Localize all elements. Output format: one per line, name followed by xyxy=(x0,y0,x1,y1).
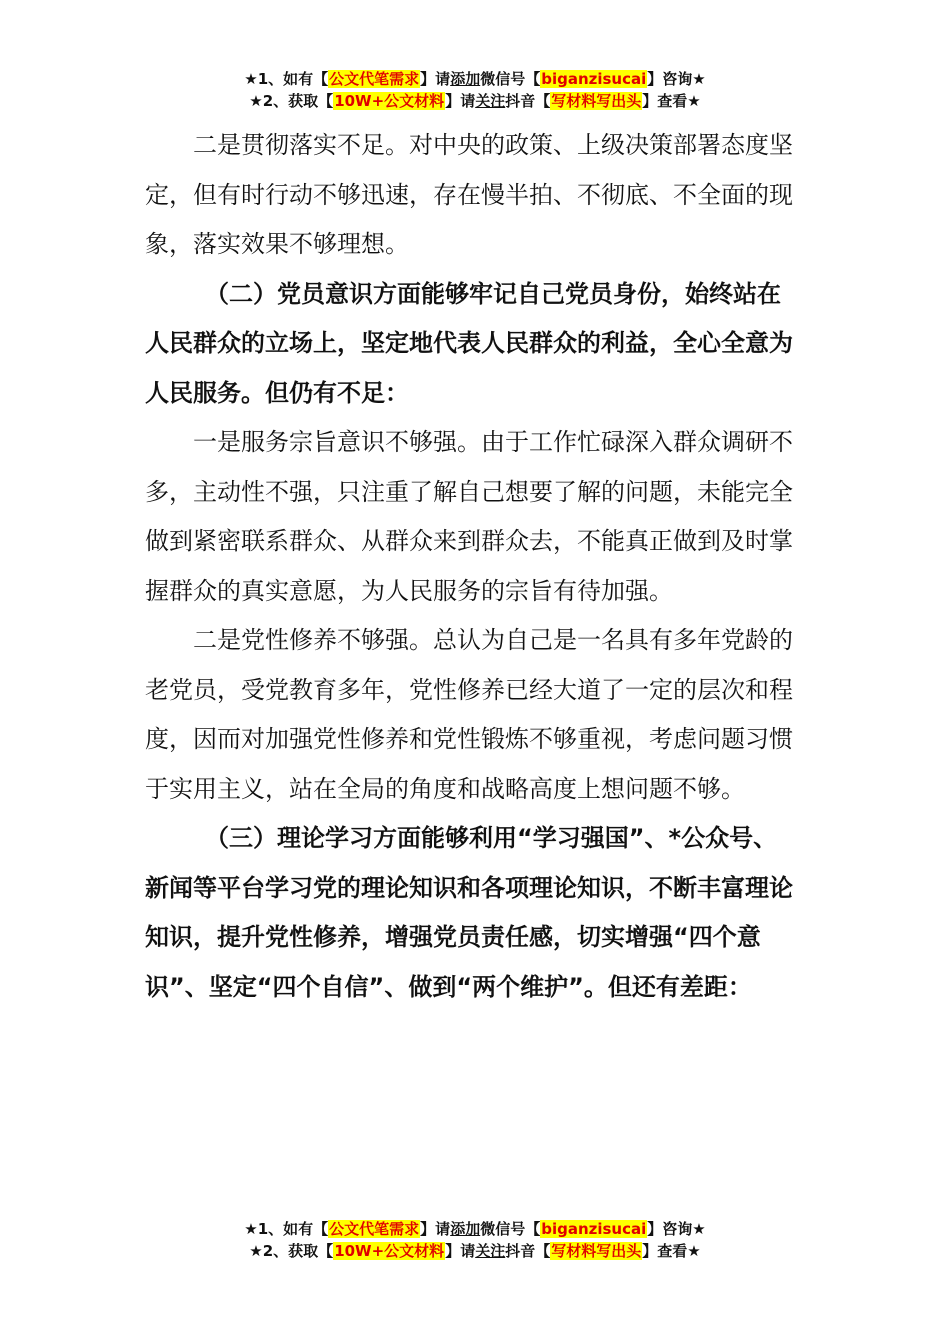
banner-highlight: biganzisucai xyxy=(541,70,647,88)
banner-highlight: 10W+公文材料 xyxy=(334,92,445,110)
paragraph-party-cultivation: 二是党性修养不够强。总认为自己是一名具有多年党龄的老党员，受党教育多年，党性修养已经大道了一定的层次和程度，因而对加强党性修养和党性锻炼不够重视，考虑问题习惯于实用主义，站在全局的角度和战略高度上想问题不够。 xyxy=(145,626,793,803)
paragraph-service-purpose: 一是服务宗旨意识不够强。由于工作忙碌深入群众调研不多，主动性不强，只注重了解自己想要了解的问题，未能完全做到紧密联系群众、从群众来到群众去，不能真正做到及时掌握群众的真实意愿，为人民服务的宗旨有待加强。 xyxy=(145,428,793,605)
banner-underline: 添加 xyxy=(450,1220,481,1238)
banner-text: 抖音【 xyxy=(505,1242,551,1260)
banner-text: 】请 xyxy=(420,70,451,88)
banner-highlight: 10W+公文材料 xyxy=(334,1242,445,1260)
banner-text: ★1、如有【 xyxy=(244,1220,329,1238)
banner-text: 】查看★ xyxy=(642,1242,701,1260)
banner-underline: 关注 xyxy=(475,92,506,110)
banner-highlight: 写材料写出头 xyxy=(551,92,642,110)
banner-text: 】请 xyxy=(445,92,476,110)
header-banner xyxy=(0,68,950,112)
banner-underline: 添加 xyxy=(450,70,481,88)
document-body xyxy=(145,121,795,1012)
banner-line-2 xyxy=(0,1240,950,1262)
heading-party-awareness: （二）党员意识方面能够牢记自己党员身份，始终站在人民群众的立场上，坚定地代表人民群众的利益，全心全意为人民服务。但仍有不足： xyxy=(145,279,793,407)
banner-underline: 关注 xyxy=(475,1242,506,1260)
banner-text: 】请 xyxy=(420,1220,451,1238)
banner-line-1 xyxy=(0,1218,950,1240)
banner-text: ★2、获取【 xyxy=(249,92,334,110)
banner-highlight: 公文代笔需求 xyxy=(329,1220,420,1238)
banner-highlight: biganzisucai xyxy=(541,1220,647,1238)
banner-text: 抖音【 xyxy=(505,92,551,110)
footer-banner xyxy=(0,1218,950,1262)
banner-text: 微信号【 xyxy=(480,1220,541,1238)
banner-text: ★1、如有【 xyxy=(244,70,329,88)
banner-text: 】咨询★ xyxy=(647,1220,706,1238)
banner-line-2 xyxy=(0,90,950,112)
banner-text: ★2、获取【 xyxy=(249,1242,334,1260)
banner-text: 】查看★ xyxy=(642,92,701,110)
heading-theory-study: （三）理论学习方面能够利用“学习强国”、*公众号、新闻等平台学习党的理论知识和各项理论知识，不断丰富理论知识，提升党性修养，增强党员责任感，切实增强“四个意识”、坚定“四个自信”、做到“两个维护”。但还有差距： xyxy=(145,824,793,1001)
paragraph-implementation: 二是贯彻落实不足。对中央的政策、上级决策部署态度坚定，但有时行动不够迅速，存在慢半拍、不彻底、不全面的现象，落实效果不够理想。 xyxy=(145,131,793,258)
banner-highlight: 公文代笔需求 xyxy=(329,70,420,88)
banner-text: 】咨询★ xyxy=(647,70,706,88)
banner-line-1 xyxy=(0,68,950,90)
banner-text: 微信号【 xyxy=(480,70,541,88)
banner-highlight: 写材料写出头 xyxy=(551,1242,642,1260)
banner-text: 】请 xyxy=(445,1242,476,1260)
